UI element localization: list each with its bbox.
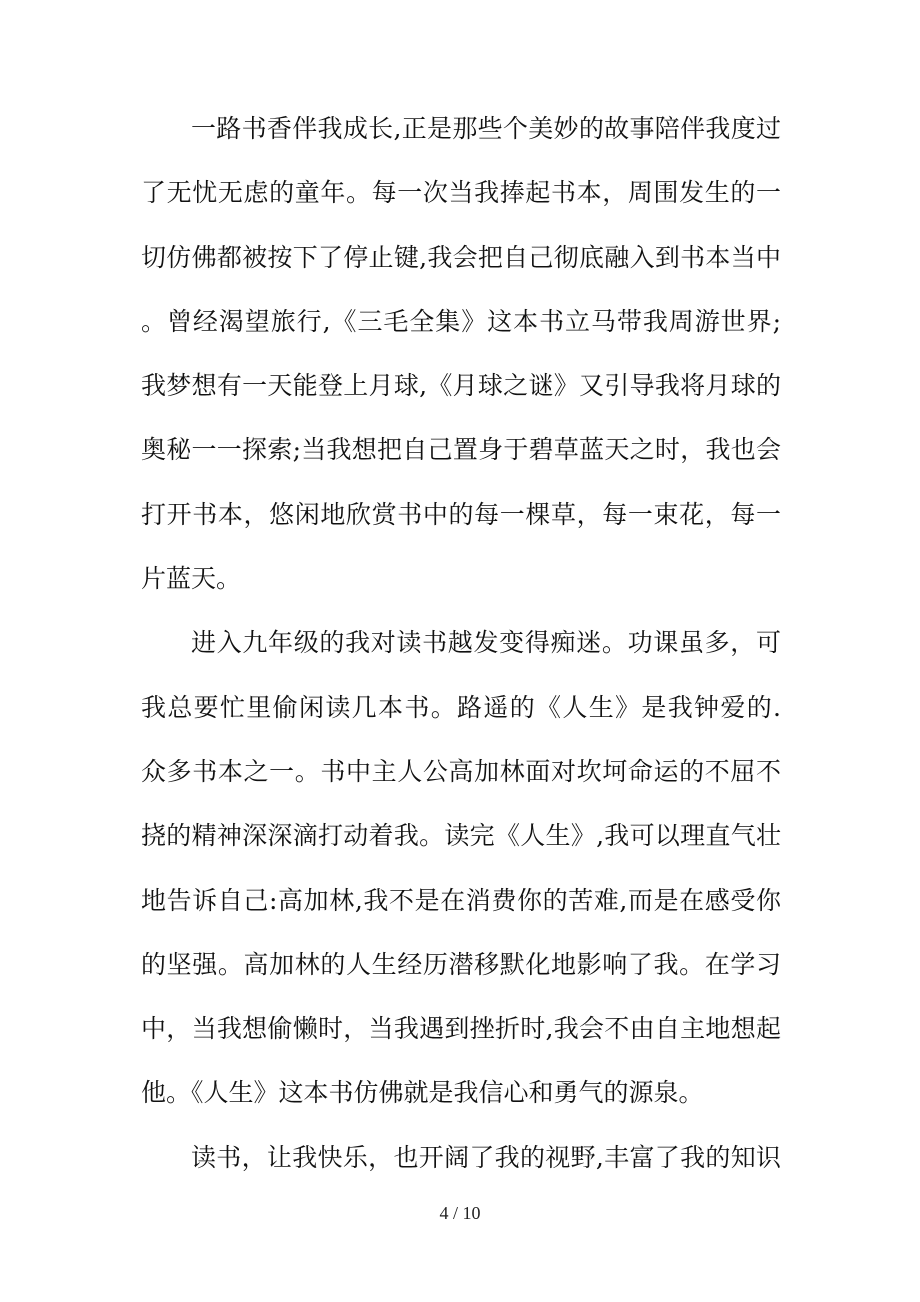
- paragraph-1-line-8: 片蓝天。: [141, 564, 242, 594]
- paragraph-2-line-7: 中，当我想偷懒时，当我遇到挫折时,我会不由自主地想起: [141, 1014, 781, 1044]
- paragraph-2-line-2: 我总要忙里偷闲读几本书。路遥的《人生》是我钟爱的.: [141, 692, 781, 722]
- paragraph-2-line-3: 众多书本之一。书中主人公高加林面对坎坷命运的不屈不: [141, 756, 781, 786]
- paragraph-2-line-1: 进入九年级的我对读书越发变得痴迷。功课虽多，可: [191, 628, 781, 658]
- paragraph-2-line-5: 地告诉自己:高加林,我不是在消费你的苦难,而是在感受你: [141, 885, 781, 915]
- paragraph-1-line-2: 了无忧无虑的童年。每一次当我捧起书本，周围发生的一: [141, 178, 781, 208]
- paragraph-1-line-6: 奥秘一一探索;当我想把自己置身于碧草蓝天之时，我也会: [141, 435, 781, 465]
- paragraph-2-line-6: 的坚强。高加林的人生经历潜移默化地影响了我。在学习: [141, 949, 781, 979]
- paragraph-1-line-4: 。曾经渴望旅行,《三毛全集》这本书立马带我周游世界;: [141, 306, 781, 336]
- paragraph-1-line-5: 我梦想有一天能登上月球,《月球之谜》又引导我将月球的: [141, 371, 781, 401]
- paragraph-3-line-1: 读书，让我快乐，也开阔了我的视野,丰富了我的知识: [191, 1142, 781, 1172]
- paragraph-1-line-1: 一路书香伴我成长,正是那些个美妙的故事陪伴我度过: [191, 114, 781, 143]
- paragraph-2-line-8: 他。《人生》这本书仿佛就是我信心和勇气的源泉。: [141, 1078, 704, 1108]
- paragraph-1-line-3: 切仿佛都被按下了停止键,我会把自己彻底融入到书本当中: [141, 242, 781, 272]
- body-text: [141, 106, 781, 1199]
- paragraph-1-line-7: 打开书本，悠闲地欣赏书中的每一棵草，每一束花，每一: [141, 499, 781, 529]
- paragraph-2-line-4: 挠的精神深深滴打动着我。读完《人生》,我可以理直气壮: [141, 821, 781, 851]
- page-number: 4 / 10: [439, 1203, 481, 1223]
